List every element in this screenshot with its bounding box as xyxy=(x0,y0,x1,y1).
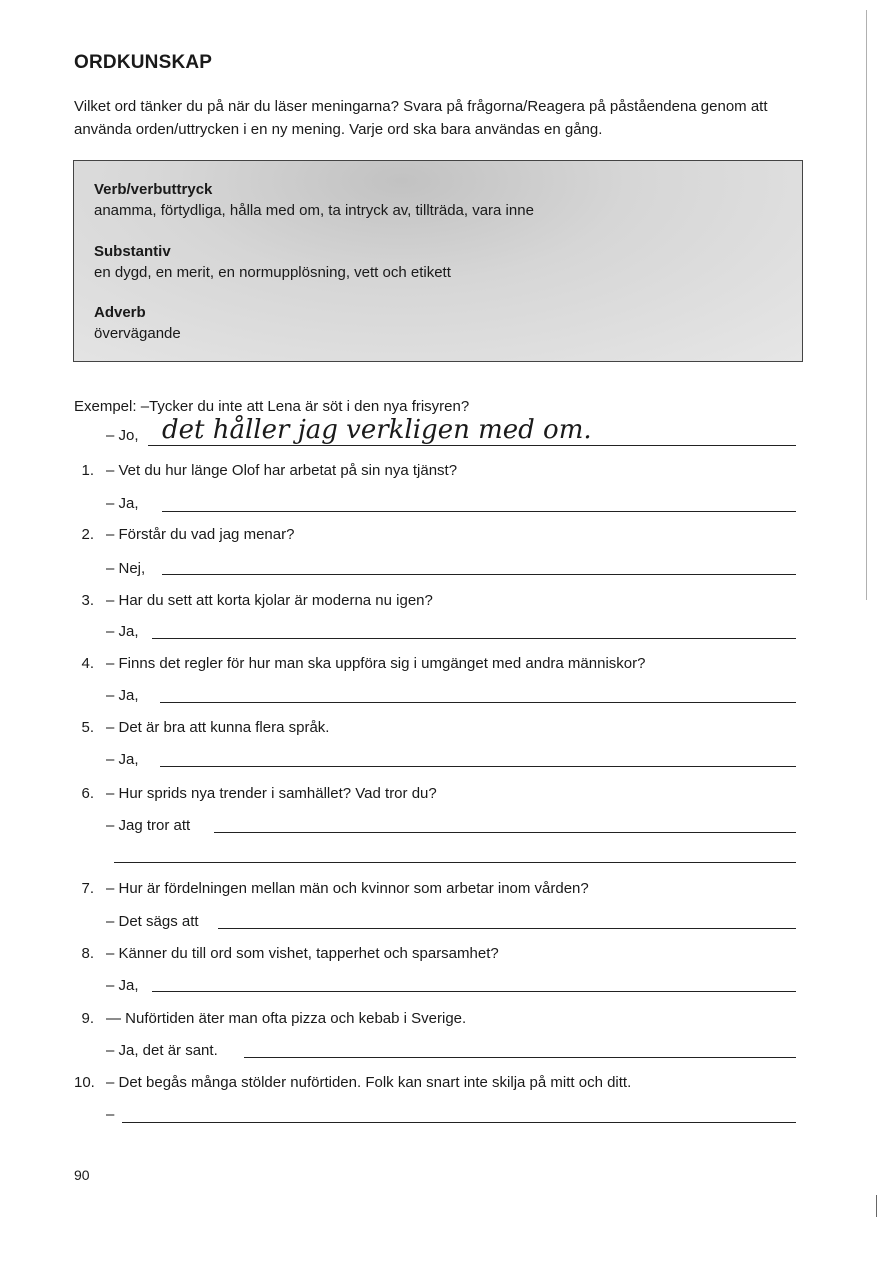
question-text: – Känner du till ord som vishet, tapperhet och sparsamhet? xyxy=(106,945,499,962)
handwritten-answer: det håller jag verkligen med om. xyxy=(162,415,592,445)
question-number: 7. xyxy=(81,880,94,897)
question-text: – Vet du hur länge Olof har arbetat på sin nya tjänst? xyxy=(106,462,458,479)
question-text: – Hur sprids nya trender i samhället? Vad tror du? xyxy=(106,785,437,802)
answer-line-4[interactable] xyxy=(160,702,796,703)
question-text: – Det är bra att kunna flera språk. xyxy=(106,719,330,736)
page-number: 90 xyxy=(74,1167,90,1183)
question-number: 6. xyxy=(81,785,94,802)
question-number: 1. xyxy=(81,462,94,479)
margin-line xyxy=(876,1195,877,1217)
verbs-heading: Verb/verbuttryck xyxy=(94,181,213,198)
question-number: 5. xyxy=(81,719,94,736)
question-text: – Hur är fördelningen mellan män och kvinnor som arbetar inom vården? xyxy=(106,880,589,897)
nouns-list: en dygd, en merit, en normupplösning, vett och etikett xyxy=(94,264,451,281)
adverbs-heading: Adverb xyxy=(94,304,146,321)
example-answer-prefix: – Jo, xyxy=(106,427,139,444)
question-number: 9. xyxy=(81,1010,94,1027)
question-number: 8. xyxy=(81,945,94,962)
question-text: – Har du sett att korta kjolar är moderna nu igen? xyxy=(106,592,433,609)
word-box xyxy=(73,160,803,362)
answer-line-8[interactable] xyxy=(152,991,796,992)
answer-line-1[interactable] xyxy=(162,511,796,512)
adverbs-list: övervägande xyxy=(94,325,181,342)
answer-line-9[interactable] xyxy=(244,1057,796,1058)
question-text: — Nuförtiden äter man ofta pizza och kebab i Sverige. xyxy=(106,1010,467,1027)
answer-line-5[interactable] xyxy=(160,766,796,767)
example-answer xyxy=(106,415,796,447)
verbs-list: anamma, förtydliga, hålla med om, ta intryck av, tillträda, vara inne xyxy=(94,202,534,219)
answer-line xyxy=(148,445,796,446)
nouns-heading: Substantiv xyxy=(94,243,171,260)
question-number: 2. xyxy=(81,526,94,543)
instructions: Vilket ord tänker du på när du läser meningarna? Svara på frågorna/Reagera på påståendena genom att använda orden/uttrycken i en ny mening. Varje ord ska bara användas en gång. xyxy=(74,98,768,138)
answer-prefix: – Ja, xyxy=(106,687,139,704)
answer-prefix: – Jag tror att xyxy=(106,817,191,834)
question-text: – Förstår du vad jag menar? xyxy=(106,526,295,543)
answer-prefix: – Det sägs att xyxy=(106,913,199,930)
question-text: – Det begås många stölder nuförtiden. Folk kan snart inte skilja på mitt och ditt. xyxy=(106,1074,632,1091)
question-number: 10. xyxy=(74,1074,95,1091)
answer-prefix: – Ja, xyxy=(106,623,139,640)
example-question: Exempel: –Tycker du inte att Lena är söt i den nya frisyren? xyxy=(74,398,470,415)
answer-line-7[interactable] xyxy=(218,928,796,929)
margin-line xyxy=(866,10,867,600)
answer-prefix: – Ja, xyxy=(106,751,139,768)
answer-line-3[interactable] xyxy=(152,638,796,639)
answer-prefix: – xyxy=(106,1106,115,1123)
answer-prefix: – Ja, xyxy=(106,977,139,994)
answer-line-2[interactable] xyxy=(162,574,796,575)
page-title: ORDKUNSKAP xyxy=(74,52,213,73)
answer-prefix: – Nej, xyxy=(106,560,146,577)
question-number: 3. xyxy=(81,592,94,609)
answer-line-6[interactable] xyxy=(214,832,796,833)
answer-prefix: – Ja, xyxy=(106,495,139,512)
question-text: – Finns det regler för hur man ska uppföra sig i umgänget med andra människor? xyxy=(106,655,646,672)
answer-prefix: – Ja, det är sant. xyxy=(106,1042,218,1059)
answer-line-6-extra[interactable] xyxy=(114,862,796,863)
question-number: 4. xyxy=(81,655,94,672)
answer-line-10[interactable] xyxy=(122,1122,796,1123)
